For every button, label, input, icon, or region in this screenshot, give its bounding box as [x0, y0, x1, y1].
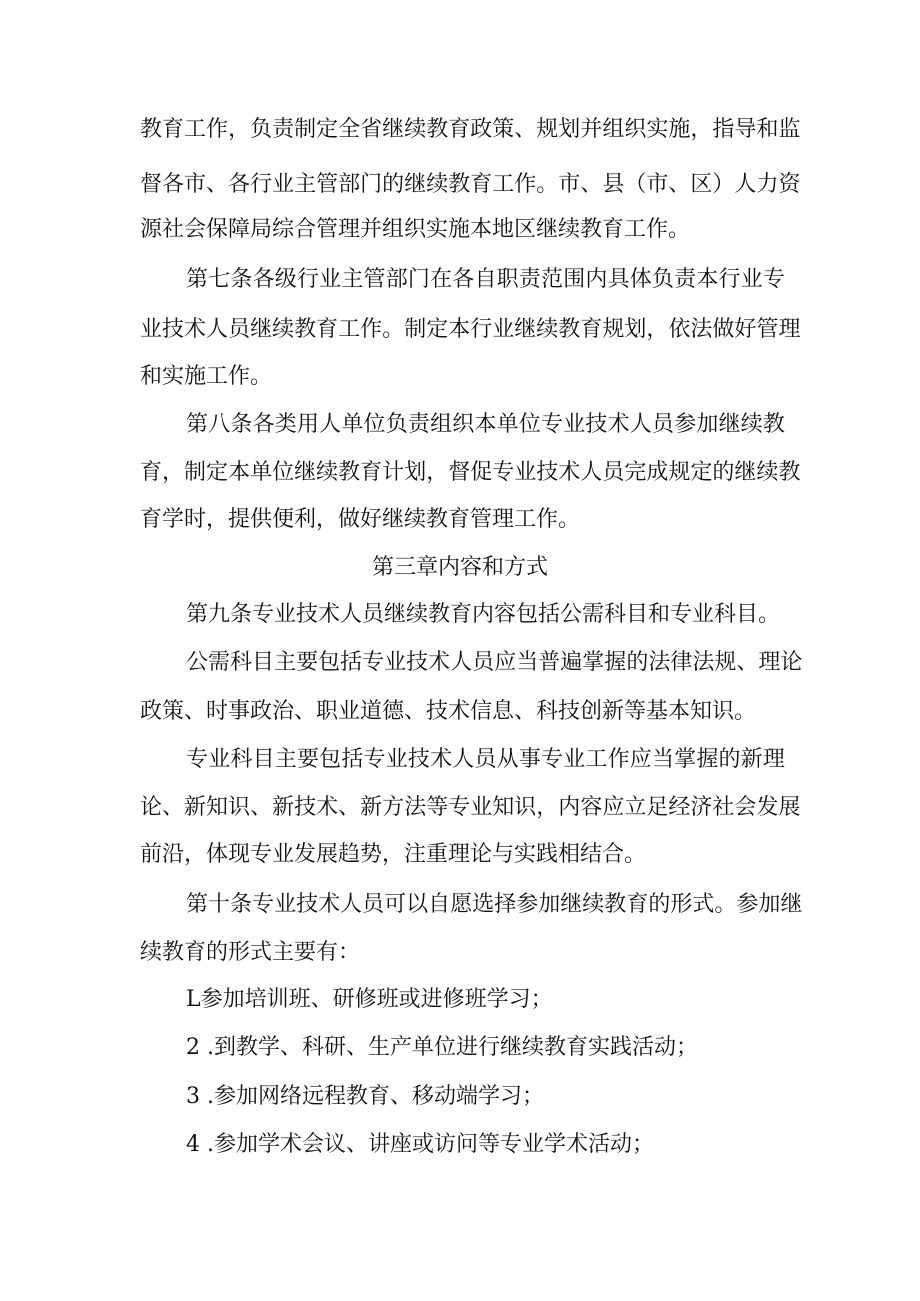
list-item: L参加培训班、研修班或进修班学习；	[186, 987, 553, 1012]
text-line: 业 技 术 人 员 继 续 教 育 工 作 。 制 定 本 行 业 继 续 教 育 规 划 ， 依 法 做 好 管 理	[140, 317, 801, 342]
text-line: 公 需 科 目 主 要 包 括 专 业 技 术 人 员 应 当 普 遍 掌 握 的 法 律 法 规 、 理 论	[186, 650, 803, 675]
text-line: 论 、 新 知 识 、 新 技 术 、 新 方 法 等 专 业 知 识 ， 内 容 应 立 足 经 济 社 会 发 展	[140, 795, 801, 820]
text-line: 第 七 条 各 级 行 业 主 管 部 门 在 各 自 职 责 范 围 内 具 体 负 责 本 行 业 专	[186, 267, 785, 292]
text-line: 前沿，体现专业发展趋势，注重理论与实践相结合。	[140, 842, 647, 867]
text-line: 教 育 工 作 ， 负 责 制 定 全 省 继 续 教 育 政 策 、 规 划 并 组 织 实 施 ， 指 导 和 监	[140, 117, 801, 142]
text-line: 第 十 条 专 业 技 术 人 员 可 以 自 愿 选 择 参 加 继 续 教 育 的 形 式 。 参 加 继	[186, 892, 803, 917]
text-line: 第 八 条 各 类 用 人 单 位 负 责 组 织 本 单 位 专 业 技 术 人 员 参 加 继 续 教	[186, 412, 785, 437]
text-line: 源社会保障局综合管理并组织实施本地区继续教育工作。	[140, 217, 691, 242]
list-item: 4 .参加学术会议、讲座或访问等专业学术活动；	[186, 1132, 654, 1157]
text-line: 育 ， 制 定 本 单 位 继 续 教 育 计 划 ， 督 促 专 业 技 术 人 员 完 成 规 定 的 继 续 教	[140, 460, 801, 485]
text-line: 专 业 科 目 主 要 包 括 专 业 技 术 人 员 从 事 专 业 工 作 应 当 掌 握 的 新 理	[186, 747, 785, 772]
chapter-heading: 第三章内容和方式	[371, 555, 548, 580]
text-line: 育学时，提供便利，做好继续教育管理工作。	[140, 507, 581, 532]
text-line: 督 各 市 、 各 行 业 主 管 部 门 的 继 续 教 育 工 作 。 市 、 县 （ 市 、 区 ） 人 力 资	[140, 172, 801, 197]
list-item: 3 .参加网络远程教育、移动端学习；	[186, 1084, 544, 1109]
text-line: 第九条专业技术人员继续教育内容包括公需科目和专业科目。	[186, 602, 781, 627]
list-item: 2 .到教学、科研、生产单位进行继续教育实践活动；	[186, 1035, 698, 1060]
text-line: 政策、时事政治、职业道德、技术信息、科技创新等基本知识。	[140, 699, 757, 724]
text-line: 续教育的形式主要有：	[140, 940, 361, 965]
text-line: 和实施工作。	[140, 364, 273, 389]
